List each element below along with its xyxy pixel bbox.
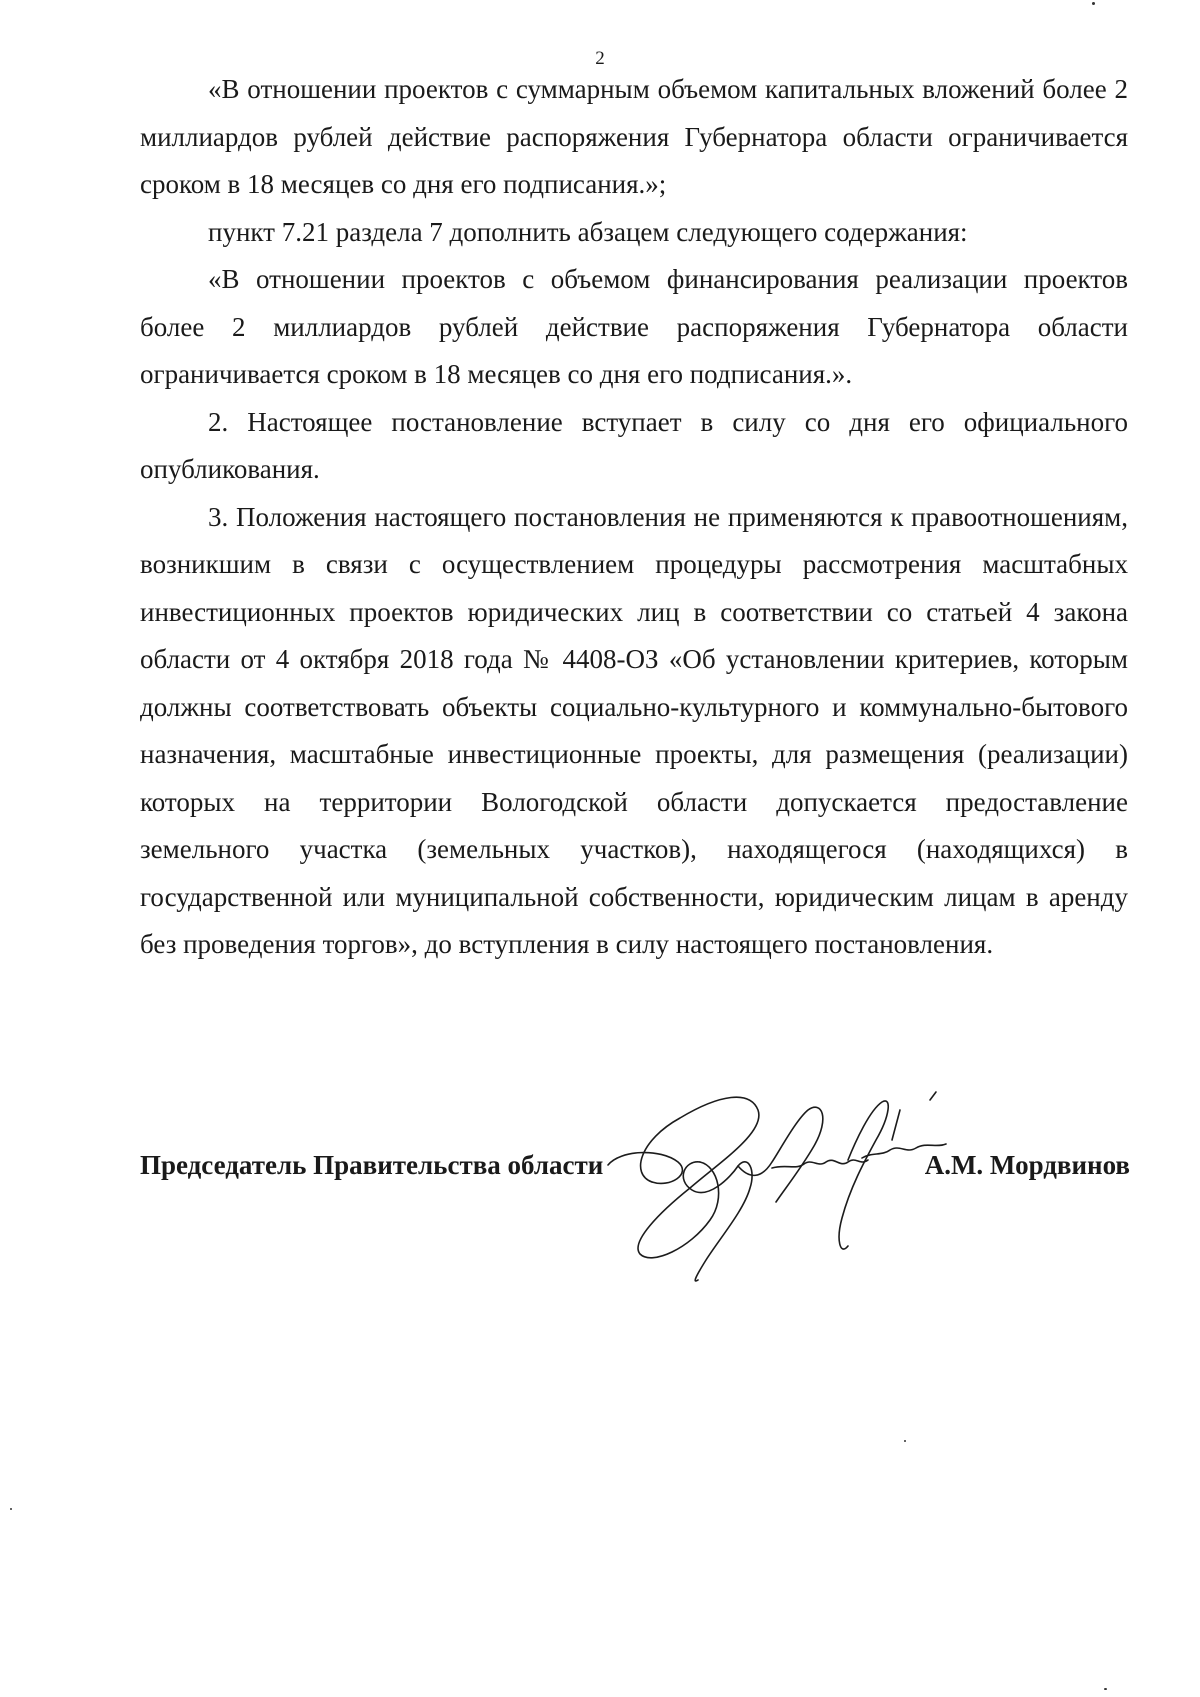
paragraph-clause-7-21: пункт 7.21 раздела 7 дополнить абзацем следующего содержания:: [208, 216, 968, 247]
signer-name: А.М. Мордвинов: [924, 1150, 1130, 1180]
page-number: 2: [595, 48, 605, 69]
scan-speck: [1104, 1688, 1107, 1690]
signature-block: [140, 1145, 1130, 1185]
paragraph-amendment-capital-investments: «В отношении проектов с суммарным объемом капитальных вложений более 2 миллиардов рублей действие распоряжения Губернатора области ограничивается сроком в 18 месяцев со дня его подписания.»;: [140, 74, 1128, 199]
scan-speck: [1092, 2, 1095, 5]
paragraph-transitional-provisions: 3. Положения настоящего постановления не применяются к правоотношениям, возникшим в связи с осуществлением процедуры рассмотрения масштабных инвестиционных проектов юридических лиц в соответствии со статьей 4 закона области от 4 октября 2018 года № 4408-ОЗ «Об установлении критериев, которым должны соответствовать объекты социально-культурного и коммунально-бытового назначения, масштабные инвестиционные проекты, для размещения (реализации) которых на территории Вологодской области допускается предоставление земельного участка (земельных участков), находящегося (находящихся) в государственной или муниципальной собственности, юридическим лицам в аренду без проведения торгов», до вступления в силу настоящего постановления.: [140, 501, 1128, 959]
scan-speck: [904, 1440, 906, 1442]
document-body: [140, 66, 1128, 969]
scan-speck: [10, 1508, 12, 1510]
paragraph-entry-into-force: 2. Настоящее постановление вступает в силу со дня его официального опубликования.: [140, 406, 1128, 484]
paragraph-amendment-financing: «В отношении проектов с объемом финансирования реализации проектов более 2 миллиардов рублей действие распоряжения Губернатора области ограничивается сроком в 18 месяцев со дня его подписания.».: [140, 264, 1128, 389]
signer-title: Председатель Правительства области: [140, 1150, 604, 1180]
